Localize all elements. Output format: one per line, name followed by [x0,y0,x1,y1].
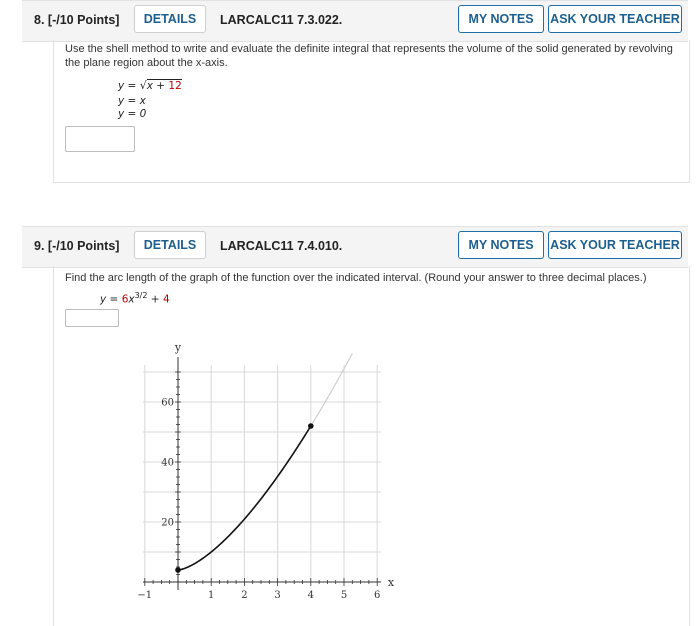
q8-equation-3: y = 0 [118,108,147,120]
q9-code: LARCALC11 7.4.010. [220,239,343,253]
q8-prompt: Use the shell method to write and evaluate the definite integral that represents the volume of the solid generated by revolving the plane region about the x-axis. [65,43,673,69]
curve-extension [311,353,353,426]
y-tick-label: 20 [161,517,174,529]
x-tick-label: −1 [137,590,153,601]
q8-my-notes-button[interactable]: MY NOTES [458,5,544,33]
x-tick-label: 3 [274,590,281,601]
q9-number: 9. [-/10 Points] [34,239,120,253]
x-tick-label: 2 [241,590,248,601]
x-tick-label: 5 [340,590,348,601]
q8-code: LARCALC11 7.3.022. [220,13,343,27]
y-axis-label: y [174,341,182,354]
y-tick-label: 60 [161,397,174,409]
q8-equation-1: y = √x + 12 [118,79,182,92]
q8-details-button[interactable]: DETAILS [134,5,206,33]
x-tick-label: 6 [374,590,381,601]
q9-prompt: Find the arc length of the graph of the function over the indicated interval. (Round your answer to three decimal places.) [65,272,647,284]
x-tick-label: 1 [208,590,215,601]
x-axis-label: x [387,576,395,589]
endpoint-dot [308,423,314,429]
q9-ask-teacher-button[interactable]: ASK YOUR TEACHER [548,231,682,259]
q9-function: $y = 6x^{3/2} + 4$ [100,291,170,306]
q8-ask-teacher-button[interactable]: ASK YOUR TEACHER [548,5,682,33]
x-tick-label: 4 [307,590,314,601]
q8-equation-2: y = x [118,95,146,107]
q8-number: 8. [-/10 Points] [34,13,120,27]
q9-details-button[interactable]: DETAILS [134,231,206,259]
q9-my-notes-button[interactable]: MY NOTES [458,231,544,259]
endpoint-dot [175,567,181,573]
y-tick-label: 40 [161,457,174,469]
